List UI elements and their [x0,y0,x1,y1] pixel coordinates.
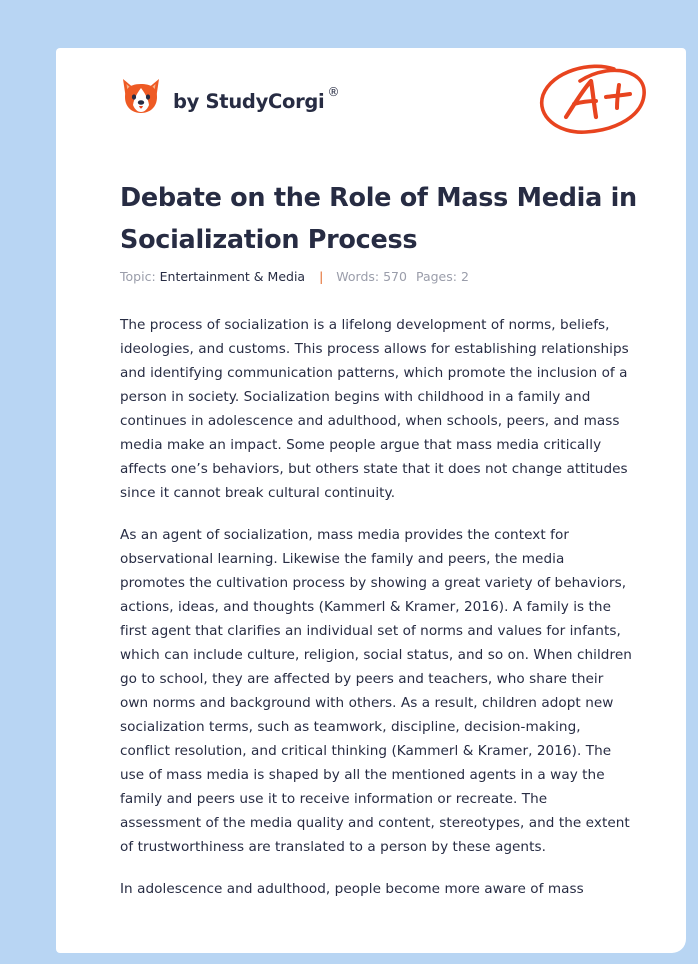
paragraph: As an agent of socialization, mass media provides the context for observational learning. Likewise the family and peers, the media promotes the cultivation process by showing a great variety of behaviors, actions, ideas, and thoughts (Kammerl & Kramer, 2016). A family is the first agent that clarifies an individual set of norms and values for infants, which can include culture, religion, social status, and so on. When children go to school, they are affected by peers and teachers, who share their own norms and background with others. As a result, children adopt new socialization terms, such as teamwork, discipline, decision-making, conflict resolution, and critical thinking (Kammerl & Kramer, 2016). The use of mass media is shaped by all the mentioned agents in a way the family and peers use it to receive information or recreate. The assessment of the media quality and content, stereotypes, and the extent of trustworthiness are translated to a person by these agents. [120,527,632,855]
document-page [56,48,686,953]
paragraph: The process of socialization is a lifelong development of norms, beliefs, ideologies, and customs. This process allows for establishing relationships and identifying communication patterns, which promote the inclusion of a person in society. Socialization begins with childhood in a family and continues in adolescence and adulthood, when schools, peers, and mass media make an impact. Some people argue that mass media critically affects one’s behaviors, but others state that it does not change attitudes since it cannot break cultural continuity. [120,317,629,501]
brand[interactable] [120,74,339,124]
paragraph: In adolescence and adulthood, people become more aware of mass [120,881,584,897]
pages-count: 2 [460,269,469,284]
pages-label: Pages: [415,269,457,284]
document-meta [120,269,469,285]
topic-label: Topic: [120,269,156,284]
registered-mark: ® [327,85,340,99]
words-label: Words: [336,269,380,284]
document-title: Debate on the Role of Mass Media in Socialization Process [120,183,637,255]
words-count: 570 [383,269,407,284]
brand-name: by StudyCorgi [173,89,325,113]
meta-separator: | [319,269,324,284]
document-body [120,313,632,919]
corgi-logo-icon [120,75,162,123]
a-plus-grade-icon [536,59,650,139]
topic-link[interactable]: Entertainment & Media [159,269,306,284]
